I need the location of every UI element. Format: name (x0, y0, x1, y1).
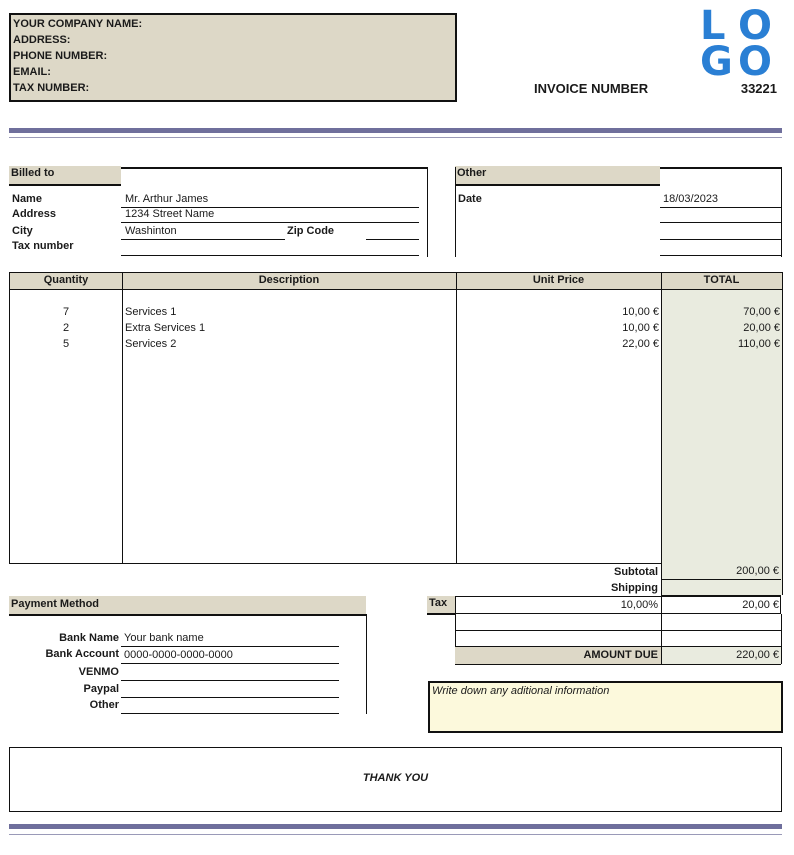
tax-label: Tax (429, 597, 448, 609)
row-total: 20,00 € (743, 322, 780, 334)
company-email-label: EMAIL: (13, 66, 51, 78)
other-right-border (781, 167, 782, 257)
top-divider-band (9, 128, 782, 133)
company-tax-label: TAX NUMBER: (13, 82, 90, 94)
header-description: Description (258, 274, 320, 286)
paypal-label: Paypal (83, 683, 119, 695)
billed-name-value[interactable]: Mr. Arthur James (125, 193, 209, 205)
billed-to-header (9, 166, 121, 186)
row-description[interactable]: Services 2 (125, 338, 177, 350)
row-unit-price[interactable]: 10,00 € (622, 306, 659, 318)
billed-city-label: City (12, 225, 33, 237)
billed-zip-line (366, 239, 419, 240)
shipping-label: Shipping (610, 582, 658, 594)
bank-account-label: Bank Account (45, 648, 119, 660)
row-total: 110,00 € (737, 338, 780, 350)
thank-you-box (9, 747, 782, 812)
company-address-label: ADDRESS: (13, 34, 71, 46)
summary-line-1 (455, 630, 781, 631)
header-quantity: Quantity (43, 274, 89, 286)
billed-to-header-label: Billed to (11, 167, 55, 179)
billed-tax-label: Tax number (12, 240, 74, 252)
company-name-label: YOUR COMPANY NAME: (13, 18, 143, 30)
other-left-border (455, 167, 456, 257)
payment-header (9, 596, 366, 616)
date-value[interactable]: 18/03/2023 (663, 193, 719, 205)
date-label: Date (458, 193, 482, 205)
logo-letter-o: O (738, 3, 773, 49)
company-phone-label: PHONE NUMBER: (13, 50, 108, 62)
billed-address-value[interactable]: 1234 Street Name (125, 208, 215, 220)
other-header-label: Other (457, 167, 487, 179)
header-total: TOTAL (703, 274, 740, 286)
tax-label-box (427, 596, 455, 615)
items-table (9, 272, 783, 564)
bottom-divider-band (9, 824, 782, 829)
billed-address-line (121, 222, 419, 223)
other-line-3 (660, 239, 781, 240)
row-description[interactable]: Services 1 (125, 306, 177, 318)
notes-placeholder: Write down any aditional information (432, 685, 610, 697)
row-description[interactable]: Extra Services 1 (125, 322, 206, 334)
row-total: 70,00 € (743, 306, 780, 318)
billed-address-label: Address (12, 208, 57, 220)
bank-account-value[interactable]: 0000-0000-0000-0000 (124, 649, 233, 661)
billed-to-right-border (427, 167, 428, 257)
bank-account-line (121, 663, 339, 664)
payment-right-border (366, 614, 367, 714)
invoice-number-label: INVOICE NUMBER (534, 81, 649, 96)
other-top-border (660, 167, 781, 169)
row-quantity[interactable]: 7 (62, 306, 70, 318)
billed-name-label: Name (12, 193, 42, 205)
row-quantity[interactable]: 2 (62, 322, 70, 334)
invoice-number-value: 33221 (740, 81, 777, 96)
row-quantity[interactable]: 5 (62, 338, 70, 350)
subtotal-label: Subtotal (614, 566, 658, 578)
billed-zip-label: Zip Code (287, 225, 335, 237)
company-info-box (9, 13, 457, 102)
header-unit-price: Unit Price (532, 274, 585, 286)
logo-letter-o2: O (738, 39, 773, 85)
other-header (455, 166, 660, 186)
billed-to-top-border (121, 167, 427, 169)
amount-due-label: AMOUNT DUE (583, 649, 658, 661)
bank-name-line (121, 646, 339, 647)
summary-right-border (781, 614, 782, 664)
venmo-line (121, 680, 339, 681)
other-payment-label: Other (89, 699, 119, 711)
billed-tax-line (121, 255, 419, 256)
thank-you-text: THANK YOU (362, 772, 429, 784)
top-divider-thin (9, 137, 782, 138)
subtotal-value: 200,00 € (736, 565, 779, 577)
other-line-2 (660, 222, 781, 223)
paypal-line (121, 697, 339, 698)
bank-name-label: Bank Name (59, 632, 119, 644)
tax-amount-value: 20,00 € (742, 599, 779, 611)
logo-letter-g: G (700, 39, 733, 85)
billed-city-value[interactable]: Washinton (125, 225, 177, 237)
bottom-divider-thin (9, 834, 782, 835)
notes-box[interactable] (428, 681, 783, 733)
tax-rate-value[interactable]: 10,00% (620, 599, 658, 611)
payment-header-label: Payment Method (11, 598, 100, 610)
other-payment-line (121, 713, 339, 714)
row-unit-price[interactable]: 10,00 € (622, 322, 659, 334)
venmo-label: VENMO (78, 666, 119, 678)
row-unit-price[interactable]: 22,00 € (622, 338, 659, 350)
other-line-4 (660, 255, 781, 256)
summary-bottom-line (455, 664, 781, 665)
subtotal-line (661, 579, 781, 580)
billed-city-line (121, 239, 285, 240)
amount-due-value: 220,00 € (736, 649, 779, 661)
col-sep-1 (122, 273, 123, 563)
bank-name-value[interactable]: Your bank name (124, 632, 204, 644)
logo (700, 3, 780, 85)
logo-letter-l: L (700, 3, 726, 49)
other-line-1 (660, 207, 781, 208)
